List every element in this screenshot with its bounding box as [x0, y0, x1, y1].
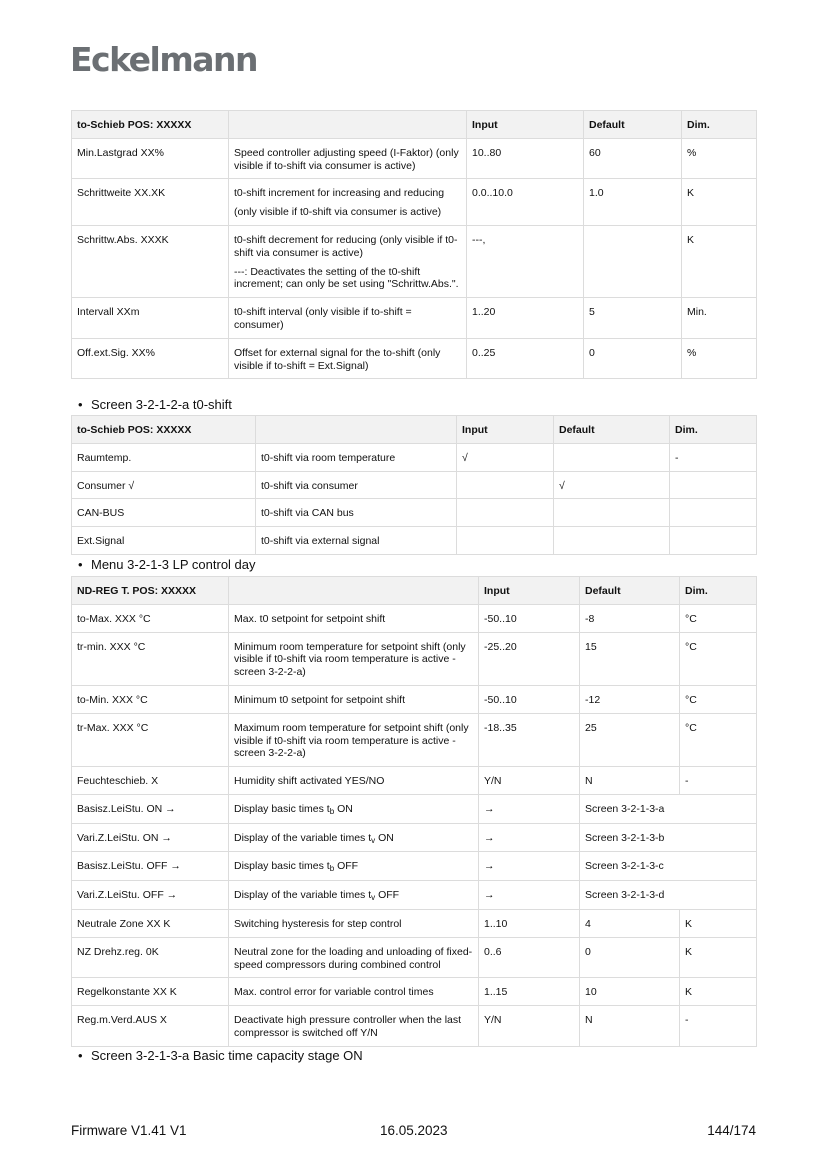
default-value: 60: [584, 138, 682, 179]
option-name: CAN-BUS: [72, 499, 256, 527]
description-text: OFF: [375, 889, 400, 902]
unit: °C: [680, 685, 757, 713]
table-row: [72, 225, 757, 297]
parameter-description: [229, 298, 467, 339]
parameter-name: Reg.m.Verd.AUS X: [72, 1006, 229, 1047]
table-row: [72, 443, 757, 471]
option-description: t0-shift via room temperature: [256, 443, 457, 471]
input-range: 1..10: [479, 909, 580, 937]
unit: K: [682, 225, 757, 297]
bullet-screen-t0-shift: [78, 397, 232, 412]
table-row: [72, 298, 757, 339]
description-text: Display of the variable times t: [234, 889, 372, 902]
unit: [670, 471, 757, 499]
screen-link: Screen 3-2-1-3-d: [580, 881, 757, 910]
bullet-text: Screen 3-2-1-3-a Basic time capacity stage ON: [91, 1048, 363, 1063]
unit: K: [680, 909, 757, 937]
header-cell: Dim.: [682, 111, 757, 139]
subscript: b: [329, 864, 335, 874]
table-row: [72, 338, 757, 379]
footer-page-number: 144/174: [707, 1123, 756, 1138]
header-cell: Input: [467, 111, 584, 139]
header-cell: Input: [457, 416, 554, 444]
input-range: 1..15: [479, 978, 580, 1006]
option-name: Ext.Signal: [72, 527, 256, 555]
bullet-screen-basic-time: [78, 1048, 363, 1063]
parameter-description: Maximum room temperature for setpoint shift (only visible if t0-shift via room temperature is active - screen 3-2-2-a): [229, 713, 479, 766]
default-value: N: [580, 767, 680, 795]
table-row: [72, 1006, 757, 1047]
default-value: [584, 225, 682, 297]
table-row: [72, 179, 757, 226]
parameter-description: [229, 179, 467, 226]
parameter-name: to-Min. XXX °C: [72, 685, 229, 713]
input-mark: [457, 499, 554, 527]
unit: -: [670, 443, 757, 471]
header-cell: to-Schieb POS: XXXXX: [72, 111, 229, 139]
parameter-name: Basisz.LeiStu. OFF →: [72, 852, 229, 881]
input-range: -50..10: [479, 685, 580, 713]
table-row: [72, 909, 757, 937]
footer-date: 16.05.2023: [380, 1123, 448, 1138]
default-mark: [554, 443, 670, 471]
header-cell: [256, 416, 457, 444]
table-row: [72, 499, 757, 527]
header-cell: Input: [479, 577, 580, 605]
parameter-name: Intervall XXm: [72, 298, 229, 339]
header-cell: to-Schieb POS: XXXXX: [72, 416, 256, 444]
option-description: t0-shift via consumer: [256, 471, 457, 499]
default-value: -12: [580, 685, 680, 713]
input-range: -50..10: [479, 604, 580, 632]
table-row: [72, 471, 757, 499]
header-cell: [229, 577, 479, 605]
default-mark: √: [554, 471, 670, 499]
table-row: [72, 632, 757, 685]
table-header-row: [72, 111, 757, 139]
screen-link: Screen 3-2-1-3-a: [580, 794, 757, 823]
description-text: Display of the variable times t: [234, 831, 372, 844]
bullet-text: Menu 3-2-1-3 LP control day: [91, 557, 256, 572]
parameter-name: Schrittw.Abs. XXXK: [72, 225, 229, 297]
input-range: 0..6: [479, 937, 580, 978]
footer-firmware: Firmware V1.41 V1: [71, 1123, 187, 1138]
header-cell: Default: [554, 416, 670, 444]
option-name: Raumtemp.: [72, 443, 256, 471]
unit: [670, 499, 757, 527]
parameter-name: Vari.Z.LeiStu. OFF →: [72, 881, 229, 910]
parameter-name: tr-min. XXX °C: [72, 632, 229, 685]
t0-shift-mode-table: [71, 415, 757, 555]
default-value: -8: [580, 604, 680, 632]
option-name: Consumer √: [72, 471, 256, 499]
parameter-name: Regelkonstante XX K: [72, 978, 229, 1006]
bullet-text: Screen 3-2-1-2-a t0-shift: [91, 397, 232, 412]
parameter-name: Min.Lastgrad XX%: [72, 138, 229, 179]
description-paragraph: Offset for external signal for the to-shift (only visible if to-shift = Ext.Signal): [234, 346, 441, 372]
bullet-menu-lp-control: [78, 557, 256, 572]
default-mark: [554, 499, 670, 527]
parameter-description: [229, 881, 479, 910]
table-row: [72, 881, 757, 910]
description-text: ON: [334, 802, 353, 815]
parameter-description: [229, 852, 479, 881]
default-value: 0: [584, 338, 682, 379]
parameter-name: Schrittweite XX.XK: [72, 179, 229, 226]
unit: %: [682, 138, 757, 179]
parameter-description: Max. control error for variable control times: [229, 978, 479, 1006]
parameter-description: Minimum t0 setpoint for setpoint shift: [229, 685, 479, 713]
description-paragraph: t0-shift increment for increasing and reducing: [234, 187, 445, 200]
option-description: t0-shift via CAN bus: [256, 499, 457, 527]
unit: K: [682, 179, 757, 226]
default-value: 10: [580, 978, 680, 1006]
table-row: [72, 527, 757, 555]
input-range: -25..20: [479, 632, 580, 685]
eckelmann-logo: Eckelmann: [70, 40, 257, 79]
table-row: [72, 794, 757, 823]
default-value: 25: [580, 713, 680, 766]
input-arrow: →: [479, 852, 580, 881]
parameter-name: Basisz.LeiStu. ON →: [72, 794, 229, 823]
parameter-name: Neutrale Zone XX K: [72, 909, 229, 937]
input-range: Y/N: [479, 1006, 580, 1047]
bullet-dot: •: [78, 1048, 83, 1063]
description-text: OFF: [334, 860, 359, 873]
subscript: v: [371, 835, 376, 845]
input-range: 1..20: [467, 298, 584, 339]
default-mark: [554, 527, 670, 555]
screen-link: Screen 3-2-1-3-c: [580, 852, 757, 881]
parameter-description: Deactivate high pressure controller when the last compressor is switched off Y/N: [229, 1006, 479, 1047]
input-range: ---,: [467, 225, 584, 297]
description-paragraph: (only visible if t0-shift via consumer is active): [234, 206, 442, 219]
default-value: 0: [580, 937, 680, 978]
unit: °C: [680, 632, 757, 685]
default-value: 4: [580, 909, 680, 937]
description-text: Display basic times t: [234, 860, 330, 873]
input-range: -18..35: [479, 713, 580, 766]
table-header-row: [72, 577, 757, 605]
input-arrow: →: [479, 823, 580, 852]
header-cell: Dim.: [670, 416, 757, 444]
header-cell: ND-REG T. POS: XXXXX: [72, 577, 229, 605]
parameter-description: Neutral zone for the loading and unloading of fixed-speed compressors during combined control: [229, 937, 479, 978]
description-text: Display basic times t: [234, 802, 330, 815]
nd-reg-parameter-table: [71, 576, 757, 1047]
input-range: Y/N: [479, 767, 580, 795]
subscript: b: [329, 806, 335, 816]
description-paragraph: t0-shift decrement for reducing (only visible if t0-shift via consumer is active): [234, 233, 458, 259]
parameter-description: Switching hysteresis for step control: [229, 909, 479, 937]
parameter-name: Feuchteschieb. X: [72, 767, 229, 795]
unit: [670, 527, 757, 555]
input-range: 0..25: [467, 338, 584, 379]
to-schieb-parameter-table: [71, 110, 757, 379]
header-cell: Default: [584, 111, 682, 139]
table-row: [72, 138, 757, 179]
unit: °C: [680, 713, 757, 766]
default-value: 15: [580, 632, 680, 685]
description-paragraph: ---: Deactivates the setting of the t0-shift increment; can only be set using "Schrittw.Abs.".: [234, 265, 459, 291]
description-text: ON: [375, 831, 394, 844]
bullet-dot: •: [78, 557, 83, 572]
unit: °C: [680, 604, 757, 632]
unit: Min.: [682, 298, 757, 339]
parameter-name: NZ Drehz.reg. 0K: [72, 937, 229, 978]
unit: %: [682, 338, 757, 379]
input-mark: [457, 527, 554, 555]
parameter-description: [229, 794, 479, 823]
parameter-name: Vari.Z.LeiStu. ON →: [72, 823, 229, 852]
input-range: 0.0..10.0: [467, 179, 584, 226]
table-row: [72, 937, 757, 978]
description-paragraph: Speed controller adjusting speed (I-Faktor) (only visible if to-shift via consumer is active): [234, 146, 459, 172]
header-cell: Dim.: [680, 577, 757, 605]
default-value: 1.0: [584, 179, 682, 226]
bullet-dot: •: [78, 397, 83, 412]
description-paragraph: t0-shift interval (only visible if to-shift = consumer): [234, 306, 412, 331]
parameter-description: [229, 338, 467, 379]
header-cell: Default: [580, 577, 680, 605]
parameter-description: [229, 823, 479, 852]
input-range: 10..80: [467, 138, 584, 179]
input-mark: √: [457, 443, 554, 471]
parameter-description: Minimum room temperature for setpoint shift (only visible if t0-shift via room temperature is active - screen 3-2-2-a): [229, 632, 479, 685]
table-row: [72, 713, 757, 766]
table-row: [72, 685, 757, 713]
input-arrow: →: [479, 794, 580, 823]
parameter-description: [229, 225, 467, 297]
parameter-description: Max. t0 setpoint for setpoint shift: [229, 604, 479, 632]
unit: -: [680, 1006, 757, 1047]
default-value: 5: [584, 298, 682, 339]
table-row: [72, 604, 757, 632]
parameter-name: to-Max. XXX °C: [72, 604, 229, 632]
parameter-name: Off.ext.Sig. XX%: [72, 338, 229, 379]
subscript: v: [371, 893, 376, 903]
default-value: N: [580, 1006, 680, 1047]
input-arrow: →: [479, 881, 580, 910]
table-header-row: [72, 416, 757, 444]
input-mark: [457, 471, 554, 499]
parameter-description: [229, 138, 467, 179]
parameter-name: tr-Max. XXX °C: [72, 713, 229, 766]
unit: K: [680, 937, 757, 978]
table-row: [72, 767, 757, 795]
header-cell: [229, 111, 467, 139]
screen-link: Screen 3-2-1-3-b: [580, 823, 757, 852]
table-row: [72, 823, 757, 852]
option-description: t0-shift via external signal: [256, 527, 457, 555]
unit: -: [680, 767, 757, 795]
table-row: [72, 978, 757, 1006]
table-row: [72, 852, 757, 881]
unit: K: [680, 978, 757, 1006]
parameter-description: Humidity shift activated YES/NO: [229, 767, 479, 795]
